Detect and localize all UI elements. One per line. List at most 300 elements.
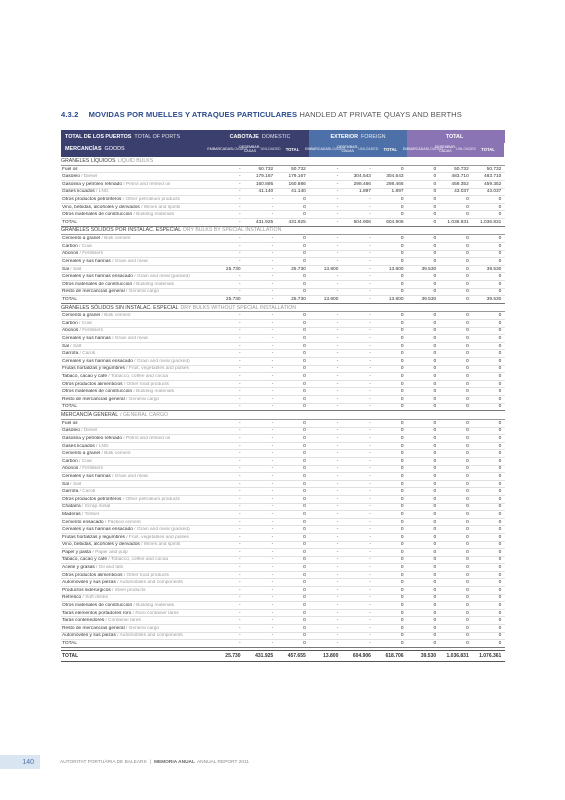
cell-value: 0 bbox=[303, 603, 306, 609]
cell-value: - bbox=[369, 196, 371, 202]
cell-value: - bbox=[238, 435, 241, 441]
row-label bbox=[61, 251, 211, 256]
table-row bbox=[61, 381, 505, 389]
cell-value: 0 bbox=[498, 511, 502, 517]
cell-value: - bbox=[238, 428, 241, 434]
footer-report: ANNUAL REPORT 2011 bbox=[196, 759, 250, 765]
section-title-row bbox=[61, 304, 505, 313]
cell-value: 0 bbox=[433, 381, 437, 387]
cell-value: 298.466 bbox=[353, 181, 371, 187]
row-label-slash: / bbox=[77, 320, 82, 326]
cell-value: 0 bbox=[303, 289, 306, 295]
cell-value: - bbox=[238, 243, 241, 249]
cell-value: 0 bbox=[433, 549, 437, 555]
cell-value: - bbox=[238, 534, 241, 540]
cell-value: 0 bbox=[466, 542, 469, 548]
row-label-es: Gases licuados bbox=[62, 189, 95, 195]
table-header-groups bbox=[61, 130, 505, 143]
row-label-es: Abonos bbox=[62, 328, 79, 334]
table-row bbox=[61, 625, 505, 633]
cell-value: 0 bbox=[433, 336, 437, 342]
cell-value: 0 bbox=[498, 313, 502, 319]
cell-value: 0 bbox=[303, 435, 306, 441]
row-label-en: Bulk cement bbox=[104, 236, 131, 242]
cell-value: - bbox=[238, 328, 241, 334]
row-label-en: Salt bbox=[72, 343, 82, 349]
cell-value: 0 bbox=[433, 595, 437, 601]
col-header-ext-total: TOTAL bbox=[374, 143, 407, 157]
cell-value: 0 bbox=[400, 343, 404, 349]
cell-value: 0 bbox=[303, 595, 306, 601]
table-row bbox=[61, 443, 505, 451]
cell-value: 0 bbox=[400, 274, 404, 280]
cell-value: 0 bbox=[303, 343, 306, 349]
cell-value: - bbox=[369, 496, 371, 502]
cell-value: 0 bbox=[498, 251, 502, 257]
cell-value: 0 bbox=[400, 428, 404, 434]
row-label bbox=[61, 428, 211, 433]
header-exterior-en: FOREIGN bbox=[361, 133, 386, 140]
row-label-es: Frutas hortalizas y legumbres bbox=[62, 366, 125, 372]
row-label bbox=[61, 359, 211, 364]
cell-value: - bbox=[271, 204, 274, 210]
section-total-row bbox=[61, 404, 505, 412]
row-label-en: Other food products bbox=[126, 572, 169, 578]
cell-value: 0 bbox=[303, 473, 306, 479]
cell-value: - bbox=[336, 549, 339, 555]
row-label bbox=[61, 573, 211, 578]
cell-value: - bbox=[271, 610, 274, 616]
table-row bbox=[61, 328, 505, 336]
cell-value: 0 bbox=[433, 274, 437, 280]
row-label-es: Fuel oil bbox=[62, 420, 78, 426]
cell-value: - bbox=[369, 389, 371, 395]
cell-value: 0 bbox=[433, 527, 437, 533]
cell-value: 25.730 bbox=[291, 266, 306, 272]
table-row bbox=[61, 534, 505, 542]
row-label bbox=[61, 451, 211, 456]
row-label-es: TOTAL bbox=[62, 641, 78, 647]
row-label-es: Cemento a granel bbox=[62, 451, 101, 457]
cell-value: 0 bbox=[466, 481, 469, 487]
cell-value: 0 bbox=[433, 443, 437, 449]
row-label-slash: / bbox=[79, 428, 84, 434]
table-row bbox=[61, 243, 505, 251]
cell-value: 13.800 bbox=[323, 266, 339, 272]
cell-value: - bbox=[336, 435, 339, 441]
cell-value: 0 bbox=[433, 580, 437, 586]
row-label-slash: / bbox=[115, 633, 120, 639]
cell-value: 0 bbox=[433, 251, 437, 257]
table-row bbox=[61, 458, 505, 466]
row-label bbox=[61, 580, 211, 585]
row-label bbox=[61, 297, 211, 302]
row-label-slash: / bbox=[132, 389, 137, 395]
cell-value: 0 bbox=[498, 451, 502, 457]
cell-value: 304.543 bbox=[353, 174, 371, 180]
cell-value: 50.732 bbox=[291, 166, 306, 172]
row-label-es: Sal bbox=[62, 266, 69, 272]
row-label bbox=[61, 366, 211, 371]
cell-value: 0 bbox=[498, 389, 502, 395]
row-label bbox=[61, 344, 211, 349]
cell-value: - bbox=[238, 212, 241, 218]
cell-value: - bbox=[238, 281, 241, 287]
cell-value: - bbox=[369, 481, 371, 487]
table-row bbox=[61, 511, 505, 519]
row-label bbox=[61, 489, 211, 494]
grand-total-value: 1.076.361 bbox=[479, 652, 502, 659]
row-label-en: General cargo bbox=[128, 289, 160, 295]
cell-value: 0 bbox=[400, 374, 404, 380]
row-label-en: Salt bbox=[72, 481, 82, 487]
cell-value: - bbox=[369, 204, 371, 210]
row-label bbox=[61, 205, 211, 210]
cell-value: 0 bbox=[466, 534, 469, 540]
cell-value: - bbox=[238, 174, 241, 180]
table-row bbox=[61, 466, 505, 474]
cell-value: - bbox=[369, 542, 371, 548]
row-label-en: Steel products bbox=[114, 587, 146, 593]
cell-value: - bbox=[369, 236, 371, 242]
cell-value: 0 bbox=[433, 633, 437, 639]
cell-value: - bbox=[238, 451, 241, 457]
table-row bbox=[61, 396, 505, 404]
cell-value: 0 bbox=[498, 587, 502, 593]
row-label bbox=[61, 274, 211, 279]
cell-value: 0 bbox=[433, 489, 437, 495]
cell-value: 0 bbox=[466, 466, 469, 472]
row-label-es: Automóviles y sus piezas bbox=[62, 580, 116, 586]
cell-value: 0 bbox=[466, 328, 469, 334]
row-label-slash: / bbox=[107, 374, 111, 380]
cell-value: - bbox=[369, 527, 371, 533]
cell-value: - bbox=[336, 396, 339, 402]
cell-value: 0 bbox=[400, 466, 404, 472]
row-label bbox=[61, 197, 211, 202]
row-label-es: Abonos bbox=[62, 466, 79, 472]
cell-value: - bbox=[238, 481, 241, 487]
cell-value: - bbox=[238, 320, 241, 326]
header-cabotaje-label: CABOTAJE bbox=[229, 133, 259, 140]
row-label-slash: / bbox=[132, 274, 137, 280]
row-label-en: Salt bbox=[72, 266, 82, 272]
cell-value: 0 bbox=[303, 420, 306, 426]
cell-value: 43.037 bbox=[486, 189, 502, 195]
table-row bbox=[61, 473, 505, 481]
table-row bbox=[61, 343, 505, 351]
cell-value: 0 bbox=[303, 274, 306, 280]
cell-value: - bbox=[369, 504, 371, 510]
row-label-slash: / bbox=[78, 351, 83, 357]
cell-value: 0 bbox=[400, 625, 404, 631]
table-row bbox=[61, 602, 505, 610]
row-label-en: Building materials bbox=[136, 212, 174, 218]
cell-value: - bbox=[369, 443, 371, 449]
col-header-ext-desembarcadas bbox=[337, 143, 379, 157]
cell-value: 39.530 bbox=[421, 296, 437, 302]
cell-value: - bbox=[271, 519, 274, 525]
cell-value: 1.036.831 bbox=[447, 219, 469, 225]
page-footer bbox=[0, 755, 565, 769]
cell-value: 0 bbox=[400, 443, 404, 449]
table-row bbox=[61, 420, 505, 428]
cell-value: - bbox=[336, 366, 339, 372]
cell-value: 0 bbox=[466, 458, 469, 464]
row-label-en: Fruit, vegetables and pulses bbox=[128, 534, 189, 540]
cell-value: 0 bbox=[303, 534, 306, 540]
row-label bbox=[61, 603, 211, 608]
cell-value: 0 bbox=[433, 404, 437, 410]
row-label bbox=[61, 182, 211, 187]
row-label-es: Resto de mercancías general bbox=[62, 625, 125, 631]
cell-value: - bbox=[336, 587, 339, 593]
table-row bbox=[61, 289, 505, 297]
row-label-es: Resto de mercancías general bbox=[62, 396, 125, 402]
cell-value: - bbox=[336, 504, 339, 510]
col-header-en: UNLOADED bbox=[358, 147, 379, 152]
cell-value: - bbox=[369, 281, 371, 287]
row-label bbox=[61, 374, 211, 379]
row-label-en: Petrol and refined oil bbox=[126, 435, 170, 441]
footer-memoria: MEMORIA ANUAL bbox=[153, 759, 195, 765]
cell-value: 0 bbox=[433, 458, 437, 464]
cell-value: 0 bbox=[400, 542, 404, 548]
cell-value: - bbox=[271, 236, 274, 242]
cell-value: 50.732 bbox=[454, 166, 469, 172]
cell-value: - bbox=[369, 549, 371, 555]
row-label-slash: / bbox=[121, 496, 126, 502]
row-label-es: Cemento ensacado bbox=[62, 519, 104, 525]
cell-value: 0 bbox=[466, 572, 469, 578]
row-label bbox=[61, 404, 211, 409]
cell-value: - bbox=[336, 542, 339, 548]
cell-value: 0 bbox=[303, 366, 306, 372]
row-label bbox=[61, 313, 211, 318]
cell-value: 0 bbox=[303, 313, 306, 319]
row-label-es: Cereales y sus harinas bbox=[62, 258, 111, 264]
grand-total-value: 39.530 bbox=[420, 652, 437, 659]
cell-value: - bbox=[238, 420, 241, 426]
table-row bbox=[61, 496, 505, 504]
cell-value: 0 bbox=[400, 610, 404, 616]
row-label bbox=[61, 595, 211, 600]
row-label-slash: / bbox=[80, 504, 85, 510]
cell-value: 0 bbox=[498, 618, 502, 624]
cell-value: 0 bbox=[498, 196, 502, 202]
row-label-es: Carbón bbox=[62, 320, 78, 326]
cell-value: 0 bbox=[303, 236, 306, 242]
cell-value: - bbox=[336, 451, 339, 457]
cell-value: 0 bbox=[400, 366, 404, 372]
cell-value: 0 bbox=[433, 603, 437, 609]
cell-value: - bbox=[336, 580, 339, 586]
cell-value: 0 bbox=[433, 481, 437, 487]
cell-value: - bbox=[336, 511, 339, 517]
cell-value: 0 bbox=[433, 610, 437, 616]
cell-value: - bbox=[271, 587, 274, 593]
row-label-slash: / bbox=[107, 557, 111, 563]
header-goods-label: MERCANCÍAS bbox=[65, 146, 102, 153]
cell-value: - bbox=[238, 258, 241, 264]
cell-value: 0 bbox=[433, 351, 437, 357]
row-label-en: Packed cement bbox=[107, 519, 141, 525]
cell-value: 0 bbox=[400, 420, 404, 426]
cell-value: - bbox=[369, 258, 371, 264]
cell-value: - bbox=[271, 557, 274, 563]
cell-value: - bbox=[336, 274, 339, 280]
row-label bbox=[61, 474, 211, 479]
cell-value: - bbox=[271, 496, 274, 502]
cell-value: - bbox=[238, 204, 241, 210]
cell-value: - bbox=[369, 618, 371, 624]
row-label-slash: / bbox=[100, 313, 105, 319]
row-label-es: Maderas bbox=[62, 511, 81, 517]
cell-value: - bbox=[238, 196, 241, 202]
row-label-en: Petrol and refined oil bbox=[126, 181, 170, 187]
cell-value: 0 bbox=[303, 389, 306, 395]
cell-value: 0 bbox=[400, 489, 404, 495]
cell-value: - bbox=[336, 289, 339, 295]
cell-value: - bbox=[369, 572, 371, 578]
cell-value: 0 bbox=[466, 251, 469, 257]
row-label-es: Gasóleo bbox=[62, 174, 80, 180]
table-row bbox=[61, 335, 505, 343]
cell-value: 0 bbox=[433, 572, 437, 578]
cell-value: 0 bbox=[303, 351, 306, 357]
cell-value: - bbox=[271, 435, 274, 441]
cell-value: 0 bbox=[433, 366, 437, 372]
row-label-slash: / bbox=[68, 343, 73, 349]
row-label-en: Automobiles and components bbox=[119, 580, 183, 586]
cell-value: - bbox=[271, 243, 274, 249]
cell-value: - bbox=[271, 527, 274, 533]
cell-value: 0 bbox=[400, 504, 404, 510]
cell-value: - bbox=[336, 251, 339, 257]
cell-value: - bbox=[238, 565, 241, 571]
row-label bbox=[61, 189, 211, 194]
row-label-en: Bulk cement bbox=[104, 313, 131, 319]
cell-value: 0 bbox=[303, 481, 306, 487]
cell-value: - bbox=[369, 466, 371, 472]
cell-value: - bbox=[336, 343, 339, 349]
cell-value: 459.352 bbox=[484, 181, 502, 187]
cell-value: 0 bbox=[498, 396, 502, 402]
row-label bbox=[61, 328, 211, 333]
cell-value: - bbox=[238, 181, 241, 187]
cell-value: 431.925 bbox=[255, 219, 274, 225]
cell-value: 0 bbox=[303, 625, 306, 631]
row-label bbox=[61, 289, 211, 294]
row-label-en: Grain and meal (packed) bbox=[136, 274, 190, 280]
cell-value: - bbox=[238, 504, 241, 510]
cell-value: - bbox=[271, 443, 274, 449]
row-label-es: Automóviles y sus piezas bbox=[62, 633, 116, 639]
cell-value: 0 bbox=[433, 587, 437, 593]
row-label-en: Tobacco, coffee and cocoa bbox=[111, 557, 168, 563]
row-label-en: Fertilisers bbox=[82, 328, 104, 334]
cell-value: - bbox=[336, 181, 339, 187]
row-label-en: General cargo bbox=[128, 396, 160, 402]
cell-value: 0 bbox=[303, 204, 306, 210]
cell-value: 0 bbox=[400, 196, 404, 202]
cell-value: - bbox=[369, 328, 371, 334]
cell-value: - bbox=[238, 466, 241, 472]
row-label bbox=[61, 611, 211, 616]
table-row bbox=[61, 181, 505, 189]
cell-value: 0 bbox=[400, 166, 404, 172]
cell-value: 0 bbox=[466, 443, 469, 449]
cell-value: - bbox=[369, 404, 371, 410]
cell-value: 0 bbox=[498, 489, 502, 495]
cell-value: - bbox=[369, 641, 371, 647]
col-header-tot-total: TOTAL bbox=[472, 143, 505, 157]
row-label-en: Building materials bbox=[136, 389, 174, 395]
row-label-en: Grain and meal (packed) bbox=[136, 527, 190, 533]
cell-value: 0 bbox=[498, 212, 502, 218]
cell-value: 0 bbox=[466, 519, 469, 525]
cell-value: 604.906 bbox=[353, 219, 371, 225]
section-heading bbox=[61, 110, 462, 119]
cell-value: 0 bbox=[466, 358, 469, 364]
row-label bbox=[61, 267, 211, 272]
cell-value: 0 bbox=[466, 473, 469, 479]
table-row bbox=[61, 481, 505, 489]
cell-value: 0 bbox=[400, 313, 404, 319]
cell-value: - bbox=[369, 519, 371, 525]
cell-value: 0 bbox=[400, 389, 404, 395]
cell-value: 0 bbox=[433, 258, 437, 264]
row-label-es: Aceite y grasas bbox=[62, 565, 95, 571]
cell-value: - bbox=[271, 641, 274, 647]
cell-value: - bbox=[271, 212, 274, 218]
cell-value: - bbox=[271, 366, 274, 372]
row-label-es: Cereales y sus harinas ensacado bbox=[62, 527, 133, 533]
row-label bbox=[61, 504, 211, 509]
cell-value: 0 bbox=[400, 572, 404, 578]
table-row bbox=[61, 173, 505, 181]
cell-value: 0 bbox=[433, 542, 437, 548]
cell-value: 0 bbox=[498, 534, 502, 540]
cell-value: 0 bbox=[400, 204, 404, 210]
cell-value: 0 bbox=[466, 374, 469, 380]
cell-value: - bbox=[271, 618, 274, 624]
row-label-es: Cemento a granel bbox=[62, 313, 101, 319]
cell-value: 25.730 bbox=[225, 296, 241, 302]
table-row bbox=[61, 196, 505, 204]
row-label-slash: / bbox=[100, 236, 105, 242]
cell-value: - bbox=[271, 481, 274, 487]
cell-value: 483.710 bbox=[451, 174, 469, 180]
col-header-en: LOADED bbox=[428, 147, 443, 152]
cell-value: - bbox=[336, 196, 339, 202]
row-label-es: Otros materiales de construcción bbox=[62, 281, 133, 287]
cell-value: 0 bbox=[466, 557, 469, 563]
table-row bbox=[61, 266, 505, 274]
table-row bbox=[61, 273, 505, 281]
cell-value: 0 bbox=[303, 466, 306, 472]
row-label-en: LNG bbox=[98, 189, 109, 195]
cell-value: 179.167 bbox=[255, 174, 274, 180]
row-label-slash: / bbox=[124, 289, 129, 295]
cell-value: 160.886 bbox=[255, 181, 274, 187]
row-label-es: Gasolina y petróleo refinado bbox=[62, 181, 122, 187]
row-label-slash: / bbox=[68, 481, 73, 487]
row-label-en: Soft drinks bbox=[85, 595, 108, 601]
row-label-slash: / bbox=[77, 458, 82, 464]
cell-value: - bbox=[336, 236, 339, 242]
cell-value: 0 bbox=[498, 572, 502, 578]
